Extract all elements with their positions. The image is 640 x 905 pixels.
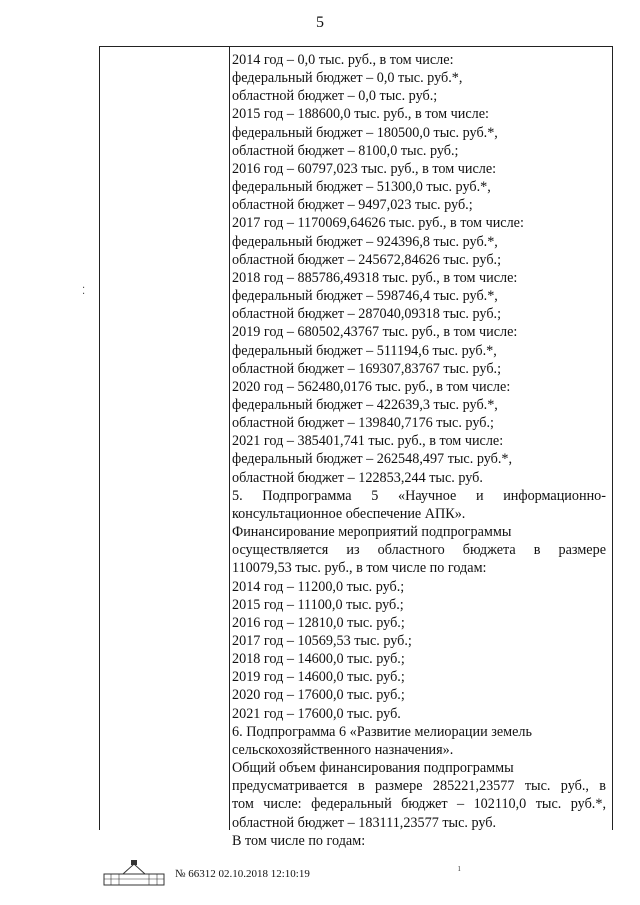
text-line: 2016 год – 12810,0 тыс. руб.; <box>232 614 405 631</box>
text-line: федеральный бюджет – 511194,6 тыс. руб.*, <box>232 342 497 359</box>
margin-mark: ⁚ <box>82 286 86 297</box>
text-line: предусматривается в размере 285221,23577 тыс. руб., в <box>232 778 606 795</box>
text-line: федеральный бюджет – 180500,0 тыс. руб.*, <box>232 124 498 141</box>
text-line: 2015 год – 11100,0 тыс. руб.; <box>232 596 404 613</box>
text-line: консультационное обеспечение АПК». <box>232 505 466 522</box>
text-line: областной бюджет – 139840,7176 тыс. руб.; <box>232 415 494 432</box>
text-line: областной бюджет – 245672,84626 тыс. руб.; <box>232 251 502 268</box>
text-line: областной бюджет – 183111,23577 тыс. руб. <box>232 814 497 831</box>
text-line: областной бюджет – 287040,09318 тыс. руб.; <box>232 306 502 323</box>
text-line: областной бюджет – 9497,023 тыс. руб.; <box>232 197 473 214</box>
text-line: 5. Подпрограмма 5 «Научное и информационно- <box>232 487 606 504</box>
text-line: 2018 год – 885786,49318 тыс. руб., в том числе: <box>232 269 518 286</box>
text-line: осуществляется из областного бюджета в размере <box>232 542 606 559</box>
text-line: 2019 год – 14600,0 тыс. руб.; <box>232 669 405 686</box>
text-line: Общий объем финансирования подпрограммы <box>232 760 514 777</box>
table-left-column <box>100 47 230 830</box>
text-line: В том числе по годам: <box>232 832 366 849</box>
text-line: федеральный бюджет – 262548,497 тыс. руб.*, <box>232 451 513 468</box>
text-line: областной бюджет – 122853,244 тыс. руб. <box>232 469 483 486</box>
text-line: областной бюджет – 8100,0 тыс. руб.; <box>232 142 459 159</box>
text-line: 2014 год – 11200,0 тыс. руб.; <box>232 578 405 595</box>
text-line: 2017 год – 1170069,64626 тыс. руб., в том числе: <box>232 215 524 232</box>
stray-mark: ₗ <box>458 860 461 874</box>
text-line: 110079,53 тыс. руб., в том числе по годам: <box>232 560 487 577</box>
text-line: областной бюджет – 169307,83767 тыс. руб.; <box>232 360 502 377</box>
text-line: 2020 год – 562480,0176 тыс. руб., в том числе: <box>232 378 511 395</box>
text-line: сельскохозяйственного назначения». <box>232 741 454 758</box>
text-line: областной бюджет – 0,0 тыс. руб.; <box>232 88 438 105</box>
text-line: 6. Подпрограмма 6 «Развитие мелиорации земель <box>232 723 532 740</box>
text-line: 2019 год – 680502,43767 тыс. руб., в том числе: <box>232 324 518 341</box>
table-right-column <box>230 47 612 849</box>
text-line: федеральный бюджет – 0,0 тыс. руб.*, <box>232 70 463 87</box>
text-line: 2021 год – 17600,0 тыс. руб. <box>232 705 401 722</box>
page-number: 5 <box>316 14 324 31</box>
text-line: 2020 год – 17600,0 тыс. руб.; <box>232 687 405 704</box>
text-line: том числе: федеральный бюджет – 102110,0 тыс. руб.*, <box>232 796 606 813</box>
stamp-text: № 66312 02.10.2018 12:10:19 <box>175 868 310 880</box>
text-line: федеральный бюджет – 422639,3 тыс. руб.*, <box>232 396 498 413</box>
budget-table <box>99 46 613 849</box>
text-line: 2018 год – 14600,0 тыс. руб.; <box>232 651 405 668</box>
text-line: 2015 год – 188600,0 тыс. руб., в том числе: <box>232 106 489 123</box>
text-line: 2021 год – 385401,741 тыс. руб., в том числе: <box>232 433 504 450</box>
text-line: 2017 год – 10569,53 тыс. руб.; <box>232 633 412 649</box>
text-line: Финансирование мероприятий подпрограммы <box>232 524 512 541</box>
text-line: 2014 год – 0,0 тыс. руб., в том числе: <box>232 52 454 68</box>
text-line: 2016 год – 60797,023 тыс. руб., в том числе: <box>232 160 497 177</box>
text-line: федеральный бюджет – 598746,4 тыс. руб.*, <box>232 288 498 305</box>
text-line: федеральный бюджет – 924396,8 тыс. руб.*, <box>232 233 498 250</box>
text-line: федеральный бюджет – 51300,0 тыс. руб.*, <box>232 179 491 196</box>
building-logo-icon <box>103 860 165 888</box>
